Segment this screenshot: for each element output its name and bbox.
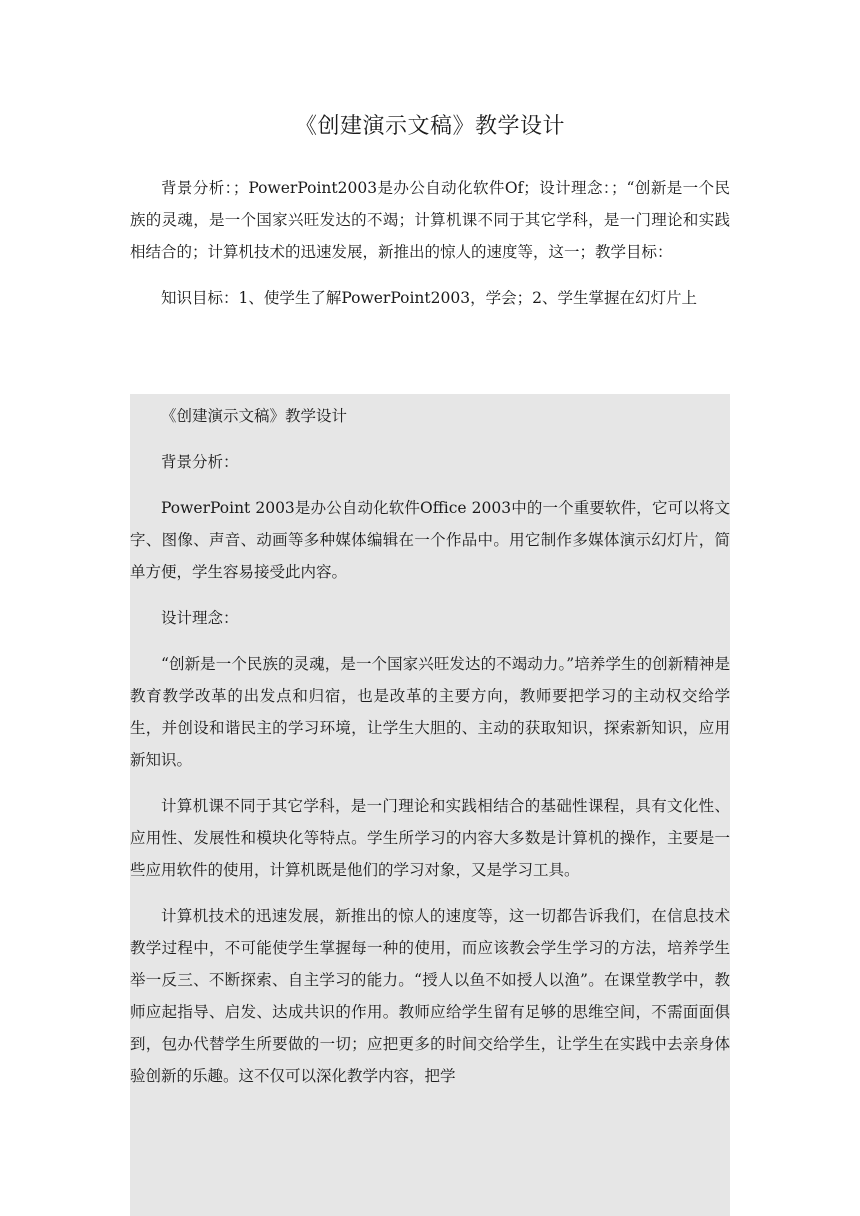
background-heading: 背景分析：: [161, 453, 239, 471]
excerpt-title: 《创建演示文稿》教学设计: [161, 407, 348, 425]
background-paragraph: PowerPoint 2003是办公自动化软件Office 2003中的一个重要软件，它可以将文字、图像、声音、动画等多种媒体编辑在一个作品中。用它制作多媒体演示幻灯片，简单方便，学生容易接受此内容。: [130, 499, 730, 581]
summary-section: [130, 172, 730, 328]
summary-paragraph: 知识目标：1、使学生了解PowerPoint2003，学会；2、学生掌握在幻灯片上: [161, 289, 697, 307]
excerpt-section: [130, 394, 730, 1216]
body-paragraph: 计算机技术的迅速发展，新推出的惊人的速度等，这一切都告诉我们，在信息技术教学过程中，不可能使学生掌握每一种的使用，而应该教会学生学习的方法，培养学生举一反三、不断探索、自主学习的能力。“授人以鱼不如授人以渔”。在课堂教学中，教师应起指导、启发、达成共识的作用。教师应给学生留有足够的思维空间，不需面面俱到，包办代替学生所要做的一切；应把更多的时间交给学生，让学生在实践中去亲身体验创新的乐趣。这不仅可以深化教学内容，把学: [130, 907, 730, 1085]
concept-heading: 设计理念：: [161, 609, 239, 627]
summary-paragraph: 背景分析：；PowerPoint2003是办公自动化软件Of；设计理念：；“创新是一个民族的灵魂，是一个国家兴旺发达的不竭；计算机课不同于其它学科，是一门理论和实践相结合的；计算机技术的迅速发展，新推出的惊人的速度等，这一；教学目标：: [130, 179, 730, 261]
body-paragraph: “创新是一个民族的灵魂，是一个国家兴旺发达的不竭动力。”培养学生的创新精神是教育教学改革的出发点和归宿，也是改革的主要方向，教师要把学习的主动权交给学生，并创设和谐民主的学习环境，让学生大胆的、主动的获取知识，探索新知识，应用新知识。: [130, 655, 730, 769]
body-paragraph: 计算机课不同于其它学科，是一门理论和实践相结合的基础性课程，具有文化性、应用性、发展性和模块化等特点。学生所学习的内容大多数是计算机的操作，主要是一些应用软件的使用，计算机既是他们的学习对象，又是学习工具。: [130, 797, 730, 879]
page-title: 《创建演示文稿》教学设计: [294, 114, 565, 139]
